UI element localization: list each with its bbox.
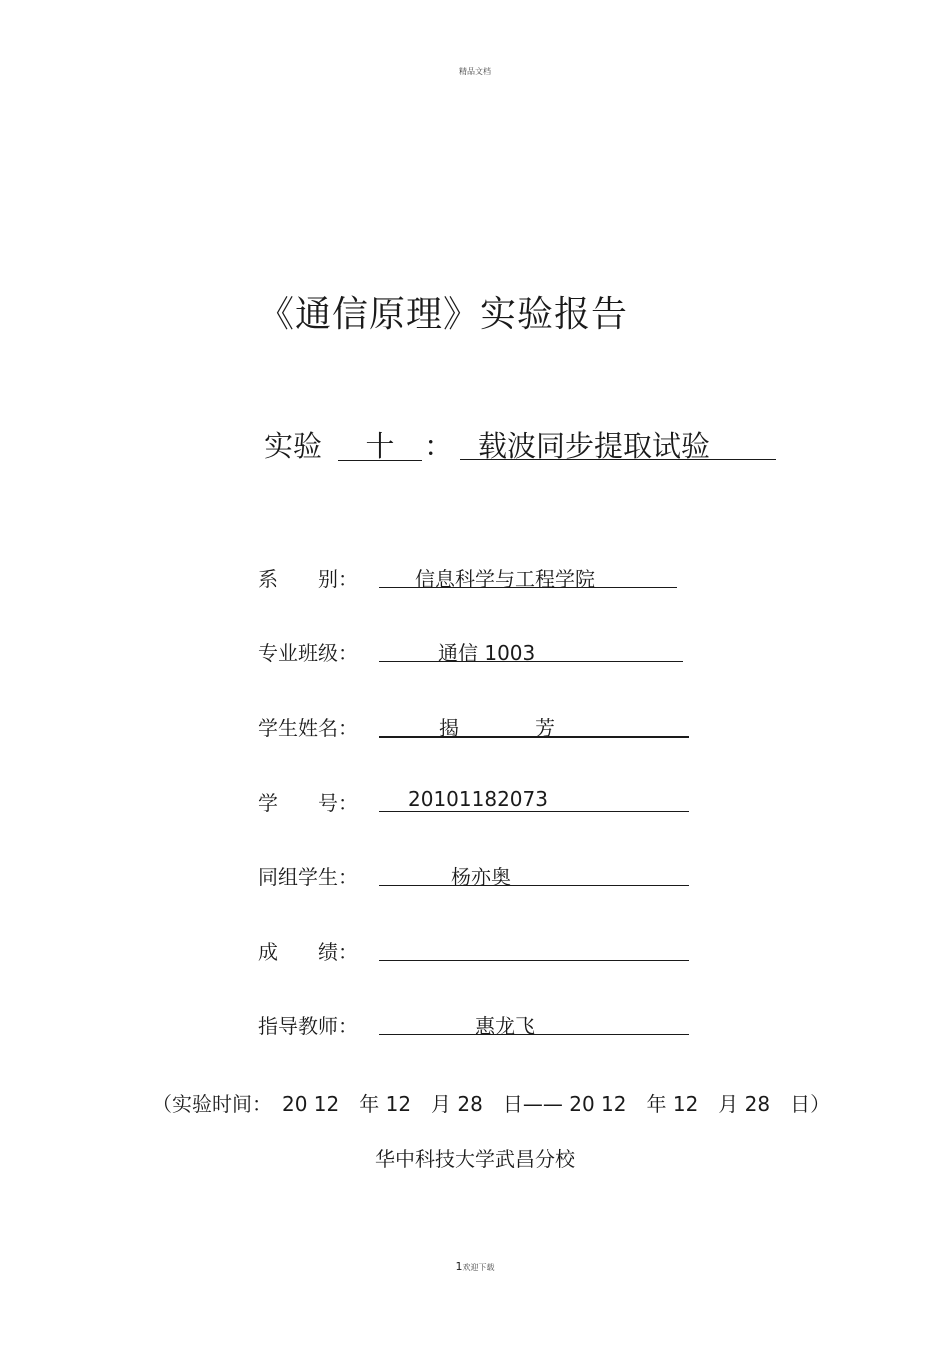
major-class-label: 专业班级： xyxy=(258,641,358,665)
partner-label: 同组学生： xyxy=(258,865,358,889)
experiment-number: 十 xyxy=(338,424,422,461)
grade-label: 成 绩： xyxy=(258,940,358,964)
major-class-field xyxy=(379,637,683,665)
experiment-label: 实验 xyxy=(264,429,323,463)
instructor-value: 惠龙飞 xyxy=(475,1014,535,1038)
department-value: 信息科学与工程学院 xyxy=(415,567,595,591)
page-number: 1 xyxy=(455,1260,463,1273)
instructor-field xyxy=(379,1010,689,1038)
department-label: 系 别： xyxy=(258,567,358,591)
experiment-name: 载波同步提取试验 xyxy=(460,424,776,460)
instructor-label: 指导教师： xyxy=(258,1014,358,1038)
school-name: 华中科技大学武昌分校 xyxy=(375,1147,575,1171)
student-name-label: 学生姓名： xyxy=(258,716,358,740)
student-name-part1: 揭 xyxy=(439,716,459,740)
major-class-value: 通信 1003 xyxy=(438,641,536,665)
student-id-value: 20101182073 xyxy=(408,787,548,811)
experiment-colon: ： xyxy=(424,429,454,463)
department-field xyxy=(379,563,677,591)
partner-field xyxy=(379,861,689,889)
header-note: 精品文档 xyxy=(459,67,491,76)
report-title: 《通信原理》实验报告 xyxy=(258,294,629,335)
page-footer xyxy=(0,1260,950,1273)
footer-text: 欢迎下载 xyxy=(462,1263,495,1272)
partner-value: 杨亦奥 xyxy=(451,865,511,889)
student-id-label: 学 号： xyxy=(258,791,358,815)
grade-field xyxy=(379,936,689,961)
student-id-field xyxy=(379,787,689,812)
student-name-part2: 芳 xyxy=(535,716,555,740)
experiment-date: （实验时间： 20 12 年 12 月 28 日—— 20 12 年 12 月 28 日） xyxy=(152,1092,831,1116)
student-name-field xyxy=(379,712,689,738)
